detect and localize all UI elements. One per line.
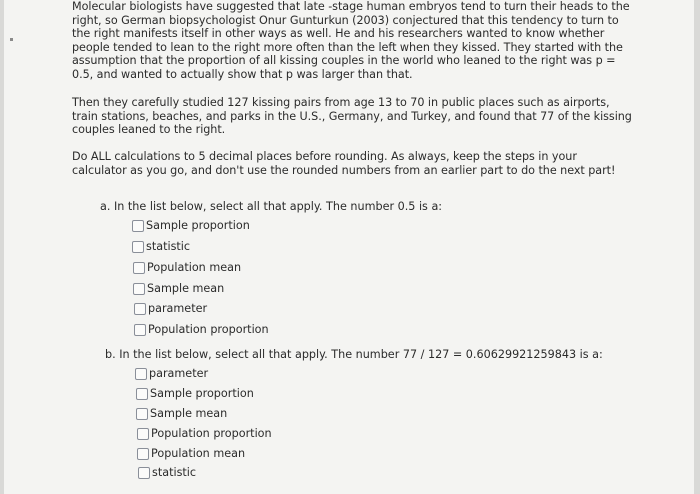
option-label: Population mean	[151, 447, 246, 460]
option-label: Population proportion	[151, 427, 272, 440]
margin-dot	[10, 38, 13, 41]
option-label: Population proportion	[148, 323, 269, 336]
intro-paragraph-1: Molecular biologists have suggested that late -stage human embryos tend to turn their heads to the right, so German biopsychologist Onur Gunturkun (2003) conjectured that this tendency to turn to the right manifests itself in other ways as well. He and his researchers wanted to know whether people tended to lean to the right more often than the left when they kissed. They started with the assumption that the proportion of all kissing couples in the world who leaned to the right was p = 0.5, and wanted to actually show that p was larger than that.	[72, 0, 630, 81]
qa-option-statistic[interactable]	[132, 240, 190, 254]
checkbox[interactable]	[134, 303, 146, 315]
question-b-title: b. In the list below, select all that apply. The number 77 / 127 = 0.60629921259843 is a:	[105, 348, 603, 361]
checkbox[interactable]	[137, 428, 149, 440]
checkbox[interactable]	[132, 241, 144, 253]
qa-option-parameter[interactable]	[134, 302, 207, 316]
option-label: statistic	[146, 240, 191, 253]
checkbox[interactable]	[134, 324, 146, 336]
option-label: parameter	[148, 302, 208, 315]
checkbox[interactable]	[136, 388, 148, 400]
qb-option-parameter[interactable]	[135, 367, 208, 381]
qa-option-sample-proportion[interactable]	[132, 219, 250, 233]
qa-option-population-mean[interactable]	[133, 261, 241, 275]
option-label: Sample proportion	[150, 387, 254, 400]
question-page	[4, 0, 694, 494]
checkbox[interactable]	[133, 283, 145, 295]
qa-option-population-proportion[interactable]	[134, 323, 269, 337]
checkbox[interactable]	[133, 262, 145, 274]
option-label: statistic	[152, 466, 197, 479]
instructions-paragraph: Do ALL calculations to 5 decimal places before rounding. As always, keep the steps in your calculator as you go, and don't use the rounded numbers from an earlier part to do the next part!	[72, 150, 616, 177]
checkbox[interactable]	[135, 368, 147, 380]
qb-option-statistic[interactable]	[138, 466, 196, 480]
checkbox[interactable]	[137, 448, 149, 460]
option-label: parameter	[149, 367, 209, 380]
checkbox[interactable]	[132, 220, 144, 232]
option-label: Sample proportion	[146, 219, 250, 232]
qb-option-sample-mean[interactable]	[136, 407, 227, 421]
qb-option-population-mean[interactable]	[137, 447, 245, 461]
checkbox[interactable]	[136, 408, 148, 420]
intro-paragraph-2: Then they carefully studied 127 kissing pairs from age 13 to 70 in public places such as airports, train stations, beaches, and parks in the U.S., Germany, and Turkey, and found that 77 of the kissing couples leaned to the right.	[72, 96, 632, 137]
question-a-title: a. In the list below, select all that apply. The number 0.5 is a:	[100, 200, 443, 213]
qb-option-population-proportion[interactable]	[137, 427, 272, 441]
checkbox[interactable]	[138, 467, 150, 479]
qb-option-sample-proportion[interactable]	[136, 387, 254, 401]
option-label: Sample mean	[147, 282, 225, 295]
option-label: Population mean	[147, 261, 242, 274]
option-label: Sample mean	[150, 407, 228, 420]
qa-option-sample-mean[interactable]	[133, 282, 224, 296]
